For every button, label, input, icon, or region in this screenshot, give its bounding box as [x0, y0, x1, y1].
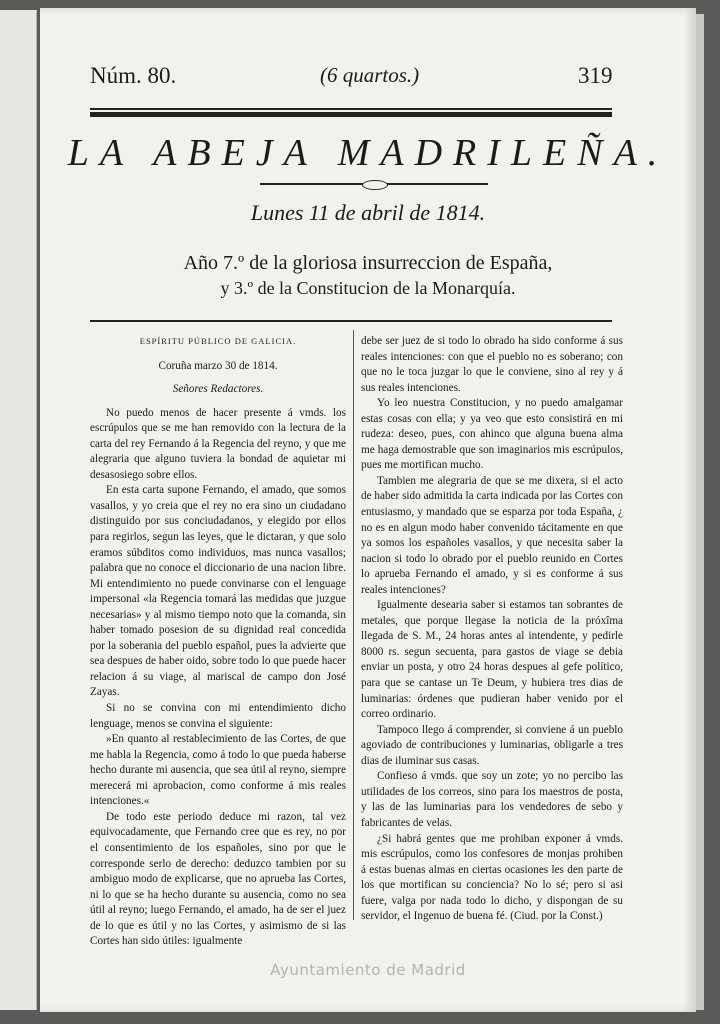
- issue-number: Núm. 80.: [90, 63, 177, 88]
- issue-date: Lunes 11 de abril de 1814.: [250, 200, 486, 225]
- archive-watermark: Ayuntamiento de Madrid: [270, 961, 466, 979]
- issue-price: (6 quartos.): [320, 63, 420, 87]
- paragraph: Si no se convina con mi entendimiento dicho lenguage, menos se convina el siguiente:: [90, 702, 346, 730]
- newspaper-title: LA ABEJA MADRILEÑA.: [67, 132, 669, 174]
- adjacent-page-edge: [0, 10, 37, 1010]
- paragraph: Tambien me alegraria de que se me dixera, si el acto de haber sido admitida la carta indicada por las Cortes con entusiasmo, y mandado que se esparza por toda España, ¿ no es en algun modo haber convenido tácitamente en que ya somos los españoles vasallos, y que necesita saber la nacion si todo lo obrado por el pueblo reunido en Cortes lo aprueba Fernando el amado, y si es conforme á sus reales intenciones?: [361, 474, 623, 596]
- ornamental-divider: [260, 183, 488, 185]
- paragraph: En esta carta supone Fernando, el amado, que somos vasallos, y yo creia que el rey no era sino un ciudadano distinguido por sus conciudadanos, y elegido por ellos para regirlos, segun las leyes, que le dictaran, y que solo eramos súbditos como individuos, mas nunca vasallos; palabra que no conoce el diccionario de una nacion libre. Mi entendimiento no puede convinarse con el lenguage impersonal «la Regencia tomará las medidas que juzgue necesarias» y al mismo tiempo noto que la comanda, sin haber tomado posesion de su dignidad real concedida por la soberania del pueblo español, pues la advierte que sea despues de haber oido, sobre todo lo que puede hacer relacion á su viage, al mariscal de campo don José Zayas.: [90, 484, 346, 699]
- article-heading: ESPÍRITU PÚBLICO DE GALICIA.: [139, 336, 297, 346]
- paragraph: debe ser juez de si todo lo obrado ha sido conforme á sus reales intenciones: con que el pueblo no es soberano; con que no le toca juzgar lo que le conviene, sino al rey y á sus reales intenciones.: [361, 335, 623, 394]
- paragraph: Yo leo nuestra Constitucion, y no puedo amalgamar estas cosas con ella; y ya veo que esto consistirá en mi rudeza: deseo, pues, con ahinco que alguna buena alma me haga demostrable que son imaginarios mis escrúpulos, pues me mortifican mucho.: [361, 397, 623, 472]
- paragraph: ¿Si habrá gentes que me prohiban exponer á vmds. mis escrúpulos, como los confesores de monjas prohiben á estas buenas almas en ciertas ocasiones les den parte de los que mortifican su conciencia? No lo sé; pero si asi fuere, valga por nada todo lo dicho, y dispongan de su servidor, el Ingenuo de buena fé. (Ciud. por la Const.): [361, 832, 623, 923]
- masthead-rule-top-thin: [90, 108, 612, 110]
- masthead-rule-top-thick: [90, 112, 612, 117]
- article-salutation: Señores Redactores.: [172, 383, 264, 396]
- paragraph: Confieso á vmds. que soy un zote; yo no percibo las utilidades de los correos, sino para los maestros de posta, y las de las luminarias para los vendedores de sebo y fabricantes de velas.: [361, 770, 623, 829]
- paragraph: »En quanto al restablecimiento de las Cortes, de que me habla la Regencia, como á todo lo que pueda haberse hecho durante mi ausencia, que sea útil al reyno, siempre merecerá mi aprobacion, como conforme á mis reales intenciones.«: [90, 733, 346, 808]
- article-dateline: Coruña marzo 30 de 1814.: [158, 359, 278, 372]
- paragraph: Igualmente desearia saber si estamos tan sobrantes de metales, que porque llegase la noticia de la próxîma llegada de S. M., 24 horas antes al intendente, y pedirle 8000 rs. segun secuenta, para gastos de viage se debia enviar un posta, y otro 24 horas despues al gefe político, para que se cantase un Te Deum, y hubiera tres dias de luminarias: órdenes que pudieran haber venido por el correo ordinario.: [361, 599, 623, 721]
- era-line-1: Año 7.º de la gloriosa insurreccion de España,: [183, 252, 553, 274]
- right-column: [361, 334, 623, 924]
- paragraph: Tampoco llego á comprender, si conviene á un pueblo agoviado de contribuciones y luminarias, obligarle a tres dias de iluminar sus casas.: [361, 723, 623, 767]
- left-column: [90, 334, 346, 948]
- paragraph: No puedo menos de hacer presente á vmds. los escrúpulos que se me han removido con la lectura de la carta del rey Fernando á la Regencia del reyno, y que me alegraria que alguno tuviera la bondad de aquietar mi desasosiego sobre ellos.: [90, 406, 346, 481]
- page-number: 319: [578, 63, 613, 88]
- page-stack-edge: [696, 14, 704, 1010]
- header-bottom-rule: [90, 320, 612, 322]
- paragraph: De todo este periodo deduce mi razon, tal vez equivocadamente, que Fernando cree que es rey, no por el consentimiento de los españoles, sino por que le corresponde serlo de derecho: deduzco tambien por su ambiguo modo de explicarse, que no aprueba las Cortes, ni lo que se ha hecho durante su ausencia, como no sea útil al reyno; luego Fernando, el amado, ha de ser el juez de lo que es útil y no las Cortes, y asimismo de si las Cortes han sido útiles: igualmente: [90, 810, 346, 948]
- newspaper-page: [40, 8, 696, 1012]
- column-divider: [353, 330, 354, 920]
- era-line-2: y 3.º de la Constitucion de la Monarquía.: [220, 278, 516, 298]
